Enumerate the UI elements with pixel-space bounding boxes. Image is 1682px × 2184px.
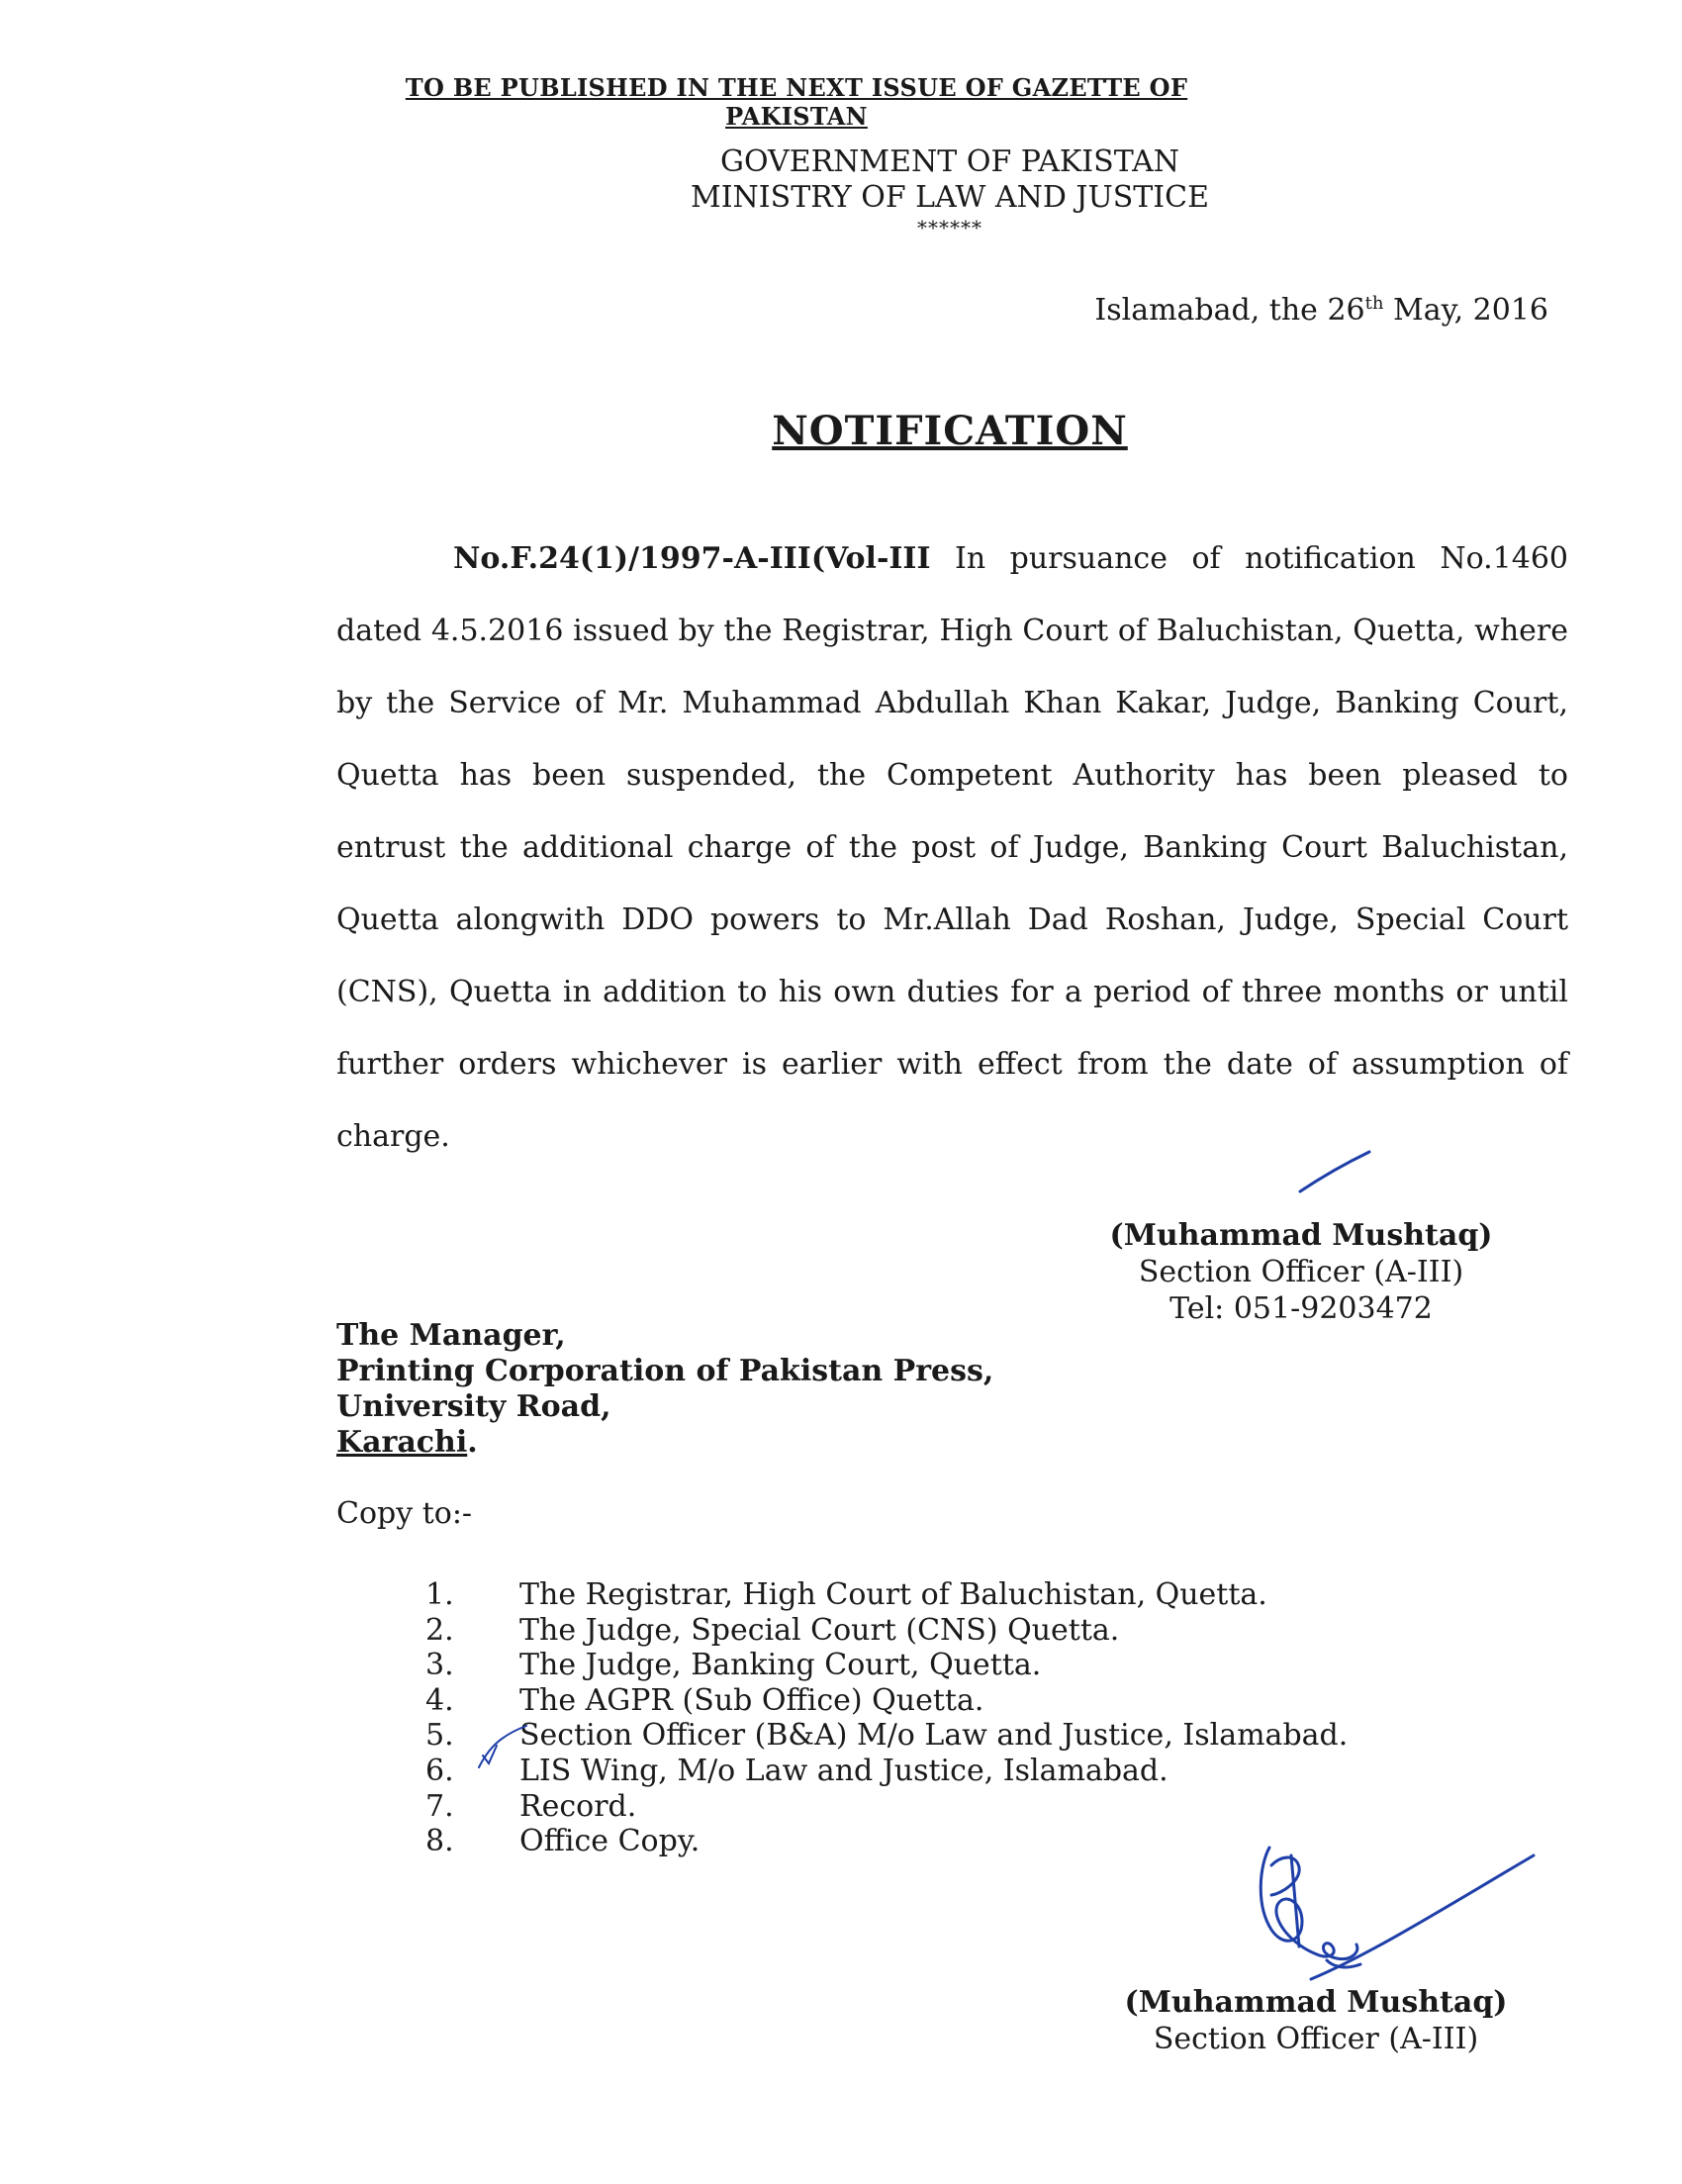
list-item-text: The Registrar, High Court of Baluchistan, Quetta. xyxy=(519,1577,1267,1612)
addressee-city-punct: . xyxy=(467,1425,478,1460)
initial-tick-mark xyxy=(1296,1148,1375,1197)
copy-to-label: Copy to:- xyxy=(336,1496,473,1531)
list-item xyxy=(425,1789,1415,1825)
issue-date xyxy=(989,293,1548,328)
addressee-line-2: Printing Corporation of Pakistan Press, xyxy=(336,1354,994,1388)
list-item-number: 5. xyxy=(425,1718,454,1754)
date-ordinal-suffix: th xyxy=(1364,293,1384,314)
signatory-name: (Muhammad Mushtaq) xyxy=(1109,1218,1493,1253)
list-item-text: The AGPR (Sub Office) Quetta. xyxy=(519,1682,984,1718)
gazette-publication-line: TO BE PUBLISHED IN THE NEXT ISSUE OF GAZETTE OF PAKISTAN xyxy=(405,73,1188,131)
notification-body xyxy=(336,522,1568,1173)
addressee-line-1: The Manager, xyxy=(336,1318,566,1353)
list-item-text: LIS Wing, M/o Law and Justice, Islamabad. xyxy=(519,1753,1168,1788)
notification-number: No.F.24(1)/1997-A-III(Vol-III xyxy=(453,541,931,576)
government-name: GOVERNMENT OF PAKISTAN xyxy=(720,144,1179,179)
list-item-number: 4. xyxy=(425,1682,454,1718)
document-title: NOTIFICATION xyxy=(772,408,1128,454)
signatory-designation: Section Officer (A-III) xyxy=(1138,1255,1464,1289)
list-item-number: 3. xyxy=(425,1648,454,1683)
list-item-number: 2. xyxy=(425,1612,454,1648)
list-item xyxy=(425,1683,1415,1719)
list-item-text: Section Officer (B&A) M/o Law and Justice, Islamabad. xyxy=(519,1718,1349,1754)
signatory-designation: Section Officer (A-III) xyxy=(1153,2022,1479,2056)
list-item xyxy=(425,1718,1415,1754)
list-item-text: The Judge, Banking Court, Quetta. xyxy=(519,1648,1042,1683)
copy-to-list xyxy=(425,1577,1415,1859)
list-item-number: 8. xyxy=(425,1824,454,1859)
signatory-name: (Muhammad Mushtaq) xyxy=(1124,1985,1508,2020)
list-item-number: 7. xyxy=(425,1788,454,1824)
list-item xyxy=(425,1577,1415,1613)
list-item-text: Office Copy. xyxy=(519,1824,701,1859)
list-item xyxy=(425,1613,1415,1649)
notification-text: In pursuance of notification No.1460 dated 4.5.2016 issued by the Registrar, High Court of Baluchistan, Quetta, where by the Service of Mr. Muhammad Abdullah Khan Kakar, Judge, Banking Court, Quetta has been suspended, the Competent Authority has been pleased to entrust the additional charge of the post of Judge, Banking Court Baluchistan, Quetta alongwith DDO powers to Mr.Allah Dad Roshan, Judge, Special Court (CNS), Quetta in addition to his own duties for a period of three months or until further orders whichever is earlier with effect from the date of assumption of charge. xyxy=(336,541,1568,1154)
list-item-number: 6. xyxy=(425,1753,454,1788)
addressee-block xyxy=(336,1318,993,1461)
signature-block-bottom xyxy=(1108,1984,1524,2057)
list-item xyxy=(425,1754,1415,1789)
list-item xyxy=(425,1648,1415,1683)
date-prefix: Islamabad, the 26 xyxy=(1094,293,1365,328)
letterhead-separator: ****** xyxy=(917,216,982,239)
addressee-line-3: University Road, xyxy=(336,1389,611,1424)
list-item-text: Record. xyxy=(519,1788,637,1824)
check-mark-icon xyxy=(475,1718,534,1777)
addressee-city-line xyxy=(336,1425,993,1461)
letterhead xyxy=(673,144,1227,216)
date-rest: May, 2016 xyxy=(1383,293,1548,328)
ministry-name: MINISTRY OF LAW AND JUSTICE xyxy=(690,180,1209,215)
list-item-text: The Judge, Special Court (CNS) Quetta. xyxy=(519,1612,1120,1648)
addressee-city: Karachi xyxy=(336,1425,468,1460)
signatory-telephone: Tel: 051-9203472 xyxy=(1169,1291,1433,1326)
signature-block-top xyxy=(1093,1217,1509,1327)
list-item-number: 1. xyxy=(425,1577,454,1612)
